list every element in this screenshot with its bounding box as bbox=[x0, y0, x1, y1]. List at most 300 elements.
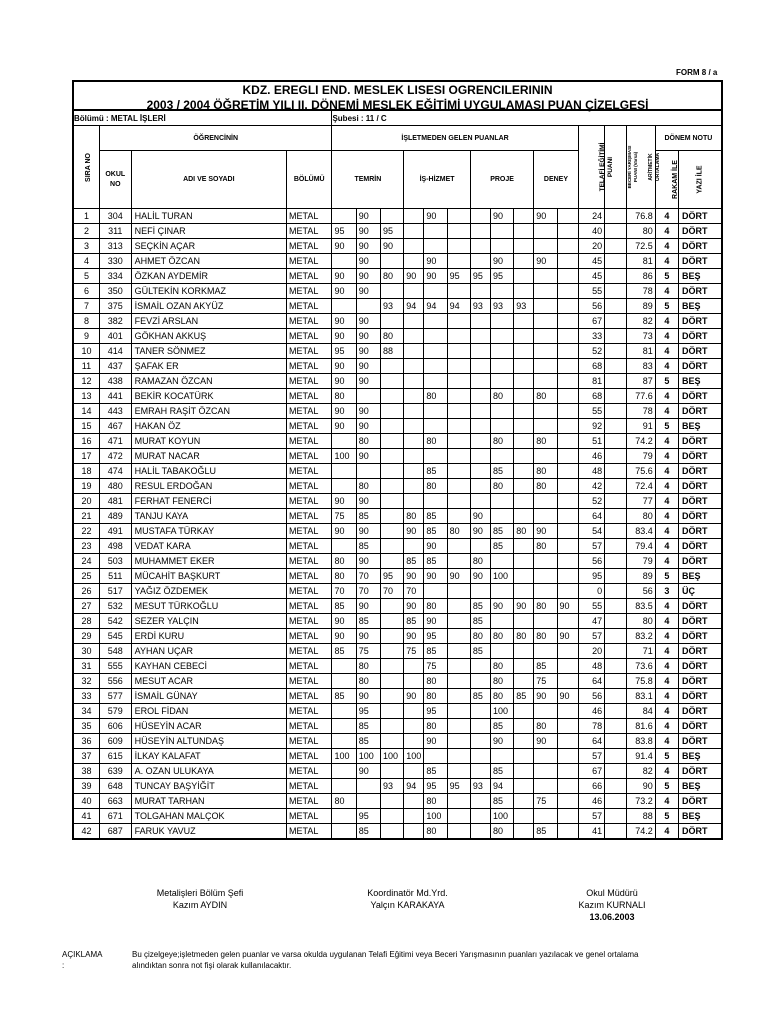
sira-no-cell: 29 bbox=[73, 629, 99, 644]
score-cell bbox=[381, 794, 404, 809]
beceri-cell bbox=[605, 659, 627, 674]
score-cell: 85 bbox=[404, 614, 424, 629]
score-cell: 95 bbox=[424, 779, 447, 794]
score-cell bbox=[332, 779, 356, 794]
score-cell: 90 bbox=[490, 254, 513, 269]
score-cell: 90 bbox=[447, 569, 470, 584]
table-row bbox=[73, 224, 722, 239]
score-cell bbox=[332, 809, 356, 824]
table-row bbox=[73, 539, 722, 554]
average-cell: 84 bbox=[627, 704, 656, 719]
department-cell: METAL bbox=[287, 749, 332, 764]
grade-number-cell: 5 bbox=[655, 749, 678, 764]
department-cell: METAL bbox=[287, 359, 332, 374]
score-cell bbox=[557, 389, 578, 404]
grade-number-cell: 4 bbox=[655, 314, 678, 329]
telafi-cell: 57 bbox=[578, 749, 604, 764]
score-cell: 75 bbox=[534, 794, 557, 809]
score-cell bbox=[534, 239, 557, 254]
student-rows bbox=[73, 209, 722, 840]
telafi-cell: 52 bbox=[578, 494, 604, 509]
grade-text-cell: DÖRT bbox=[679, 539, 722, 554]
score-cell bbox=[470, 734, 490, 749]
telafi-cell: 78 bbox=[578, 719, 604, 734]
department-cell: METAL bbox=[287, 584, 332, 599]
department-cell: METAL bbox=[287, 614, 332, 629]
score-cell: 93 bbox=[381, 779, 404, 794]
sira-no-cell: 10 bbox=[73, 344, 99, 359]
score-cell bbox=[381, 629, 404, 644]
score-cell bbox=[332, 659, 356, 674]
grade-number-cell: 5 bbox=[655, 299, 678, 314]
student-name-cell: FARUK YAVUZ bbox=[131, 824, 286, 840]
table-row bbox=[73, 704, 722, 719]
grade-number-cell: 4 bbox=[655, 554, 678, 569]
score-cell: 94 bbox=[490, 779, 513, 794]
sira-no-cell: 28 bbox=[73, 614, 99, 629]
score-cell bbox=[514, 554, 534, 569]
sira-no-cell: 1 bbox=[73, 209, 99, 224]
score-cell bbox=[514, 614, 534, 629]
department-cell: METAL bbox=[287, 659, 332, 674]
score-cell bbox=[557, 464, 578, 479]
score-cell bbox=[557, 269, 578, 284]
score-cell: 80 bbox=[470, 629, 490, 644]
grade-text-cell: BEŞ bbox=[679, 809, 722, 824]
score-cell bbox=[557, 284, 578, 299]
department-cell: METAL bbox=[287, 524, 332, 539]
score-cell bbox=[332, 734, 356, 749]
score-cell: 80 bbox=[356, 674, 380, 689]
score-cell: 70 bbox=[356, 569, 380, 584]
telafi-cell: 56 bbox=[578, 554, 604, 569]
department-cell: METAL bbox=[287, 719, 332, 734]
department-cell: METAL bbox=[287, 269, 332, 284]
score-cell bbox=[424, 284, 447, 299]
average-cell: 89 bbox=[627, 569, 656, 584]
grade-text-cell: BEŞ bbox=[679, 569, 722, 584]
average-cell: 83.8 bbox=[627, 734, 656, 749]
okul-no-cell: 481 bbox=[99, 494, 131, 509]
student-name-cell: TUNCAY BAŞYİĞİT bbox=[131, 779, 286, 794]
beceri-cell bbox=[605, 239, 627, 254]
score-cell bbox=[514, 809, 534, 824]
score-cell: 95 bbox=[447, 269, 470, 284]
okul-no-cell: 334 bbox=[99, 269, 131, 284]
score-cell: 85 bbox=[490, 524, 513, 539]
table-row bbox=[73, 824, 722, 840]
col-is-hizmet: İŞ-HİZMET bbox=[404, 151, 471, 209]
department-cell: METAL bbox=[287, 794, 332, 809]
grade-number-cell: 4 bbox=[655, 359, 678, 374]
score-cell bbox=[557, 554, 578, 569]
sira-no-cell: 25 bbox=[73, 569, 99, 584]
score-cell: 85 bbox=[424, 464, 447, 479]
score-cell bbox=[447, 449, 470, 464]
score-cell bbox=[557, 719, 578, 734]
score-cell bbox=[404, 494, 424, 509]
grade-number-cell: 4 bbox=[655, 614, 678, 629]
grade-text-cell: DÖRT bbox=[679, 659, 722, 674]
sira-no-cell: 7 bbox=[73, 299, 99, 314]
score-cell: 90 bbox=[332, 629, 356, 644]
score-cell bbox=[557, 674, 578, 689]
student-name-cell: RAMAZAN ÖZCAN bbox=[131, 374, 286, 389]
score-cell bbox=[534, 359, 557, 374]
telafi-cell: 48 bbox=[578, 659, 604, 674]
signature-title: Okul Müdürü bbox=[586, 888, 638, 898]
grade-number-cell: 4 bbox=[655, 764, 678, 779]
average-cell: 79 bbox=[627, 449, 656, 464]
student-name-cell: GÜLTEKİN KORKMAZ bbox=[131, 284, 286, 299]
score-cell bbox=[557, 509, 578, 524]
grade-text-cell: DÖRT bbox=[679, 479, 722, 494]
grade-text-cell: DÖRT bbox=[679, 524, 722, 539]
score-cell: 75 bbox=[332, 509, 356, 524]
table-row bbox=[73, 389, 722, 404]
student-name-cell: FERHAT FENERCİ bbox=[131, 494, 286, 509]
score-cell bbox=[534, 779, 557, 794]
telafi-cell: 51 bbox=[578, 434, 604, 449]
student-name-cell: MESUT ACAR bbox=[131, 674, 286, 689]
score-cell bbox=[447, 704, 470, 719]
grade-text-cell: DÖRT bbox=[679, 794, 722, 809]
okul-no-cell: 545 bbox=[99, 629, 131, 644]
score-cell: 100 bbox=[490, 569, 513, 584]
score-cell bbox=[424, 374, 447, 389]
department-cell: METAL bbox=[287, 539, 332, 554]
telafi-cell: 54 bbox=[578, 524, 604, 539]
sira-no-cell: 15 bbox=[73, 419, 99, 434]
grade-text-cell: DÖRT bbox=[679, 509, 722, 524]
sira-no-cell: 8 bbox=[73, 314, 99, 329]
score-cell: 70 bbox=[381, 584, 404, 599]
beceri-cell bbox=[605, 419, 627, 434]
student-name-cell: HAKAN ÖZ bbox=[131, 419, 286, 434]
student-name-cell: BEKİR KOCATÜRK bbox=[131, 389, 286, 404]
table-row bbox=[73, 209, 722, 224]
score-cell bbox=[447, 794, 470, 809]
sira-no-cell: 9 bbox=[73, 329, 99, 344]
beceri-cell bbox=[605, 674, 627, 689]
grade-number-cell: 4 bbox=[655, 434, 678, 449]
department-cell: METAL bbox=[287, 464, 332, 479]
score-cell: 80 bbox=[447, 524, 470, 539]
score-cell bbox=[514, 704, 534, 719]
col-okul-no: OKUL NO bbox=[99, 151, 131, 209]
score-cell: 90 bbox=[356, 404, 380, 419]
note-text: Bu çizelgeye;işletmeden gelen puanlar ve varsa okulda uygulanan Telafi Eğitimi veya Beceri Yarışmasının puanları yazılacak ve genel ortalama alındıktan sonra not fişi olarak kullanılacaktır. bbox=[132, 950, 639, 970]
score-cell bbox=[514, 374, 534, 389]
score-cell bbox=[514, 464, 534, 479]
grade-number-cell: 4 bbox=[655, 224, 678, 239]
beceri-cell bbox=[605, 614, 627, 629]
signature-principal bbox=[552, 887, 672, 923]
score-cell bbox=[514, 749, 534, 764]
department-cell: METAL bbox=[287, 689, 332, 704]
score-cell: 80 bbox=[534, 629, 557, 644]
score-cell bbox=[447, 824, 470, 840]
score-cell: 80 bbox=[534, 464, 557, 479]
score-cell bbox=[447, 359, 470, 374]
score-cell: 90 bbox=[356, 224, 380, 239]
telafi-cell: 57 bbox=[578, 539, 604, 554]
score-cell bbox=[404, 374, 424, 389]
score-cell: 90 bbox=[534, 254, 557, 269]
col-group-business-scores: İŞLETMEDEN GELEN PUANLAR bbox=[332, 126, 578, 151]
score-cell: 90 bbox=[356, 239, 380, 254]
score-cell bbox=[447, 509, 470, 524]
average-cell: 75.6 bbox=[627, 464, 656, 479]
telafi-cell: 46 bbox=[578, 704, 604, 719]
score-cell bbox=[557, 374, 578, 389]
signature-name: Kazım AYDIN bbox=[172, 900, 228, 910]
score-cell bbox=[424, 749, 447, 764]
score-cell: 90 bbox=[470, 524, 490, 539]
score-cell bbox=[514, 269, 534, 284]
beceri-cell bbox=[605, 554, 627, 569]
student-name-cell: EROL FİDAN bbox=[131, 704, 286, 719]
table-row bbox=[73, 659, 722, 674]
student-name-cell: TANJU KAYA bbox=[131, 509, 286, 524]
score-cell: 88 bbox=[381, 344, 404, 359]
score-cell: 80 bbox=[424, 674, 447, 689]
telafi-cell: 47 bbox=[578, 614, 604, 629]
okul-no-cell: 375 bbox=[99, 299, 131, 314]
score-cell bbox=[557, 314, 578, 329]
score-cell: 80 bbox=[424, 479, 447, 494]
score-cell bbox=[470, 254, 490, 269]
score-cell bbox=[470, 404, 490, 419]
score-cell bbox=[447, 419, 470, 434]
average-cell: 73 bbox=[627, 329, 656, 344]
score-cell bbox=[447, 689, 470, 704]
score-cell bbox=[514, 494, 534, 509]
score-cell: 80 bbox=[534, 599, 557, 614]
score-cell bbox=[514, 584, 534, 599]
col-group-term-grade: DÖNEM NOTU bbox=[655, 126, 722, 151]
table-row bbox=[73, 404, 722, 419]
student-name-cell: SEÇKİN AÇAR bbox=[131, 239, 286, 254]
average-cell: 80 bbox=[627, 509, 656, 524]
signature-title: Metalişleri Bölüm Şefi bbox=[156, 888, 244, 898]
score-cell: 80 bbox=[404, 509, 424, 524]
table-row bbox=[73, 584, 722, 599]
beceri-cell bbox=[605, 404, 627, 419]
table-row bbox=[73, 254, 722, 269]
score-cell: 80 bbox=[514, 629, 534, 644]
grade-text-cell: BEŞ bbox=[679, 269, 722, 284]
score-cell: 90 bbox=[404, 524, 424, 539]
score-table bbox=[72, 110, 723, 840]
average-cell: 90 bbox=[627, 779, 656, 794]
score-cell: 90 bbox=[356, 269, 380, 284]
table-row bbox=[73, 269, 722, 284]
grade-text-cell: DÖRT bbox=[679, 314, 722, 329]
score-cell bbox=[490, 494, 513, 509]
beceri-cell bbox=[605, 254, 627, 269]
grade-number-cell: 5 bbox=[655, 269, 678, 284]
score-cell: 94 bbox=[424, 299, 447, 314]
score-cell: 94 bbox=[404, 779, 424, 794]
score-cell: 90 bbox=[356, 599, 380, 614]
average-cell: 75.8 bbox=[627, 674, 656, 689]
okul-no-cell: 382 bbox=[99, 314, 131, 329]
grade-text-cell: DÖRT bbox=[679, 449, 722, 464]
score-cell: 95 bbox=[447, 779, 470, 794]
okul-no-cell: 467 bbox=[99, 419, 131, 434]
sira-no-cell: 2 bbox=[73, 224, 99, 239]
score-cell: 100 bbox=[381, 749, 404, 764]
table-row bbox=[73, 239, 722, 254]
telafi-cell: 41 bbox=[578, 824, 604, 840]
sira-no-cell: 12 bbox=[73, 374, 99, 389]
sira-no-cell: 11 bbox=[73, 359, 99, 374]
okul-no-cell: 304 bbox=[99, 209, 131, 224]
department-cell: METAL bbox=[287, 239, 332, 254]
student-name-cell: ERDİ KURU bbox=[131, 629, 286, 644]
score-cell bbox=[404, 389, 424, 404]
score-cell: 95 bbox=[381, 569, 404, 584]
average-cell: 83.2 bbox=[627, 629, 656, 644]
score-cell bbox=[381, 764, 404, 779]
sira-no-cell: 39 bbox=[73, 779, 99, 794]
score-cell bbox=[490, 614, 513, 629]
okul-no-cell: 517 bbox=[99, 584, 131, 599]
average-cell: 81 bbox=[627, 254, 656, 269]
score-cell bbox=[514, 419, 534, 434]
score-cell bbox=[514, 764, 534, 779]
score-cell bbox=[356, 464, 380, 479]
score-cell bbox=[470, 719, 490, 734]
score-sheet bbox=[72, 80, 723, 840]
department-cell: METAL bbox=[287, 374, 332, 389]
score-cell bbox=[490, 344, 513, 359]
score-cell: 70 bbox=[404, 584, 424, 599]
class-label: Şubesi : 11 / C bbox=[332, 111, 722, 126]
telafi-cell: 45 bbox=[578, 254, 604, 269]
score-cell bbox=[404, 794, 424, 809]
score-cell bbox=[514, 569, 534, 584]
score-cell bbox=[534, 554, 557, 569]
score-cell bbox=[381, 464, 404, 479]
sira-no-cell: 24 bbox=[73, 554, 99, 569]
score-cell: 100 bbox=[332, 449, 356, 464]
score-cell bbox=[470, 464, 490, 479]
score-cell: 100 bbox=[404, 749, 424, 764]
score-cell: 90 bbox=[557, 629, 578, 644]
grade-number-cell: 4 bbox=[655, 674, 678, 689]
score-cell: 90 bbox=[424, 614, 447, 629]
score-cell: 90 bbox=[424, 734, 447, 749]
average-cell: 74.2 bbox=[627, 824, 656, 840]
score-cell bbox=[332, 539, 356, 554]
score-cell: 90 bbox=[490, 209, 513, 224]
grade-number-cell: 4 bbox=[655, 689, 678, 704]
score-cell bbox=[514, 644, 534, 659]
table-row bbox=[73, 719, 722, 734]
score-cell bbox=[447, 374, 470, 389]
average-cell: 77.6 bbox=[627, 389, 656, 404]
score-cell bbox=[514, 359, 534, 374]
grade-text-cell: DÖRT bbox=[679, 614, 722, 629]
score-cell: 85 bbox=[356, 614, 380, 629]
score-cell: 80 bbox=[424, 599, 447, 614]
telafi-cell: 64 bbox=[578, 674, 604, 689]
score-cell: 75 bbox=[404, 644, 424, 659]
grade-text-cell: BEŞ bbox=[679, 779, 722, 794]
department-cell: METAL bbox=[287, 254, 332, 269]
score-cell: 75 bbox=[356, 644, 380, 659]
grade-number-cell: 4 bbox=[655, 509, 678, 524]
okul-no-cell: 474 bbox=[99, 464, 131, 479]
department-cell: METAL bbox=[287, 224, 332, 239]
telafi-cell: 95 bbox=[578, 569, 604, 584]
okul-no-cell: 472 bbox=[99, 449, 131, 464]
col-yazi: YAZI İLE bbox=[679, 151, 722, 209]
student-name-cell: SEZER YALÇIN bbox=[131, 614, 286, 629]
score-cell: 90 bbox=[356, 209, 380, 224]
score-cell bbox=[381, 554, 404, 569]
telafi-cell: 67 bbox=[578, 764, 604, 779]
grade-number-cell: 4 bbox=[655, 719, 678, 734]
score-cell: 80 bbox=[514, 524, 534, 539]
okul-no-cell: 671 bbox=[99, 809, 131, 824]
student-name-cell: TANER SÖNMEZ bbox=[131, 344, 286, 359]
score-cell bbox=[557, 659, 578, 674]
sira-no-cell: 36 bbox=[73, 734, 99, 749]
score-cell bbox=[534, 584, 557, 599]
score-cell bbox=[490, 239, 513, 254]
score-cell bbox=[447, 629, 470, 644]
score-cell: 70 bbox=[356, 584, 380, 599]
department-cell: METAL bbox=[287, 209, 332, 224]
score-cell bbox=[557, 569, 578, 584]
score-cell: 90 bbox=[404, 569, 424, 584]
score-cell: 80 bbox=[424, 434, 447, 449]
score-cell bbox=[514, 674, 534, 689]
okul-no-cell: 609 bbox=[99, 734, 131, 749]
sira-no-cell: 20 bbox=[73, 494, 99, 509]
student-name-cell: TOLGAHAN MALÇOK bbox=[131, 809, 286, 824]
sira-no-cell: 38 bbox=[73, 764, 99, 779]
score-cell bbox=[424, 584, 447, 599]
grade-text-cell: DÖRT bbox=[679, 209, 722, 224]
score-cell bbox=[424, 329, 447, 344]
score-cell: 80 bbox=[424, 824, 447, 840]
score-cell bbox=[381, 404, 404, 419]
score-cell bbox=[381, 644, 404, 659]
beceri-cell bbox=[605, 734, 627, 749]
score-cell: 85 bbox=[470, 599, 490, 614]
score-cell bbox=[404, 329, 424, 344]
score-cell bbox=[557, 344, 578, 359]
score-cell bbox=[381, 809, 404, 824]
beceri-cell bbox=[605, 524, 627, 539]
okul-no-cell: 615 bbox=[99, 749, 131, 764]
average-cell: 73.2 bbox=[627, 794, 656, 809]
department-cell: METAL bbox=[287, 629, 332, 644]
average-cell: 72.5 bbox=[627, 239, 656, 254]
average-cell: 80 bbox=[627, 614, 656, 629]
score-cell: 85 bbox=[490, 794, 513, 809]
score-cell: 90 bbox=[332, 404, 356, 419]
score-cell bbox=[490, 449, 513, 464]
score-cell bbox=[557, 419, 578, 434]
grade-text-cell: BEŞ bbox=[679, 299, 722, 314]
score-cell bbox=[404, 704, 424, 719]
okul-no-cell: 437 bbox=[99, 359, 131, 374]
